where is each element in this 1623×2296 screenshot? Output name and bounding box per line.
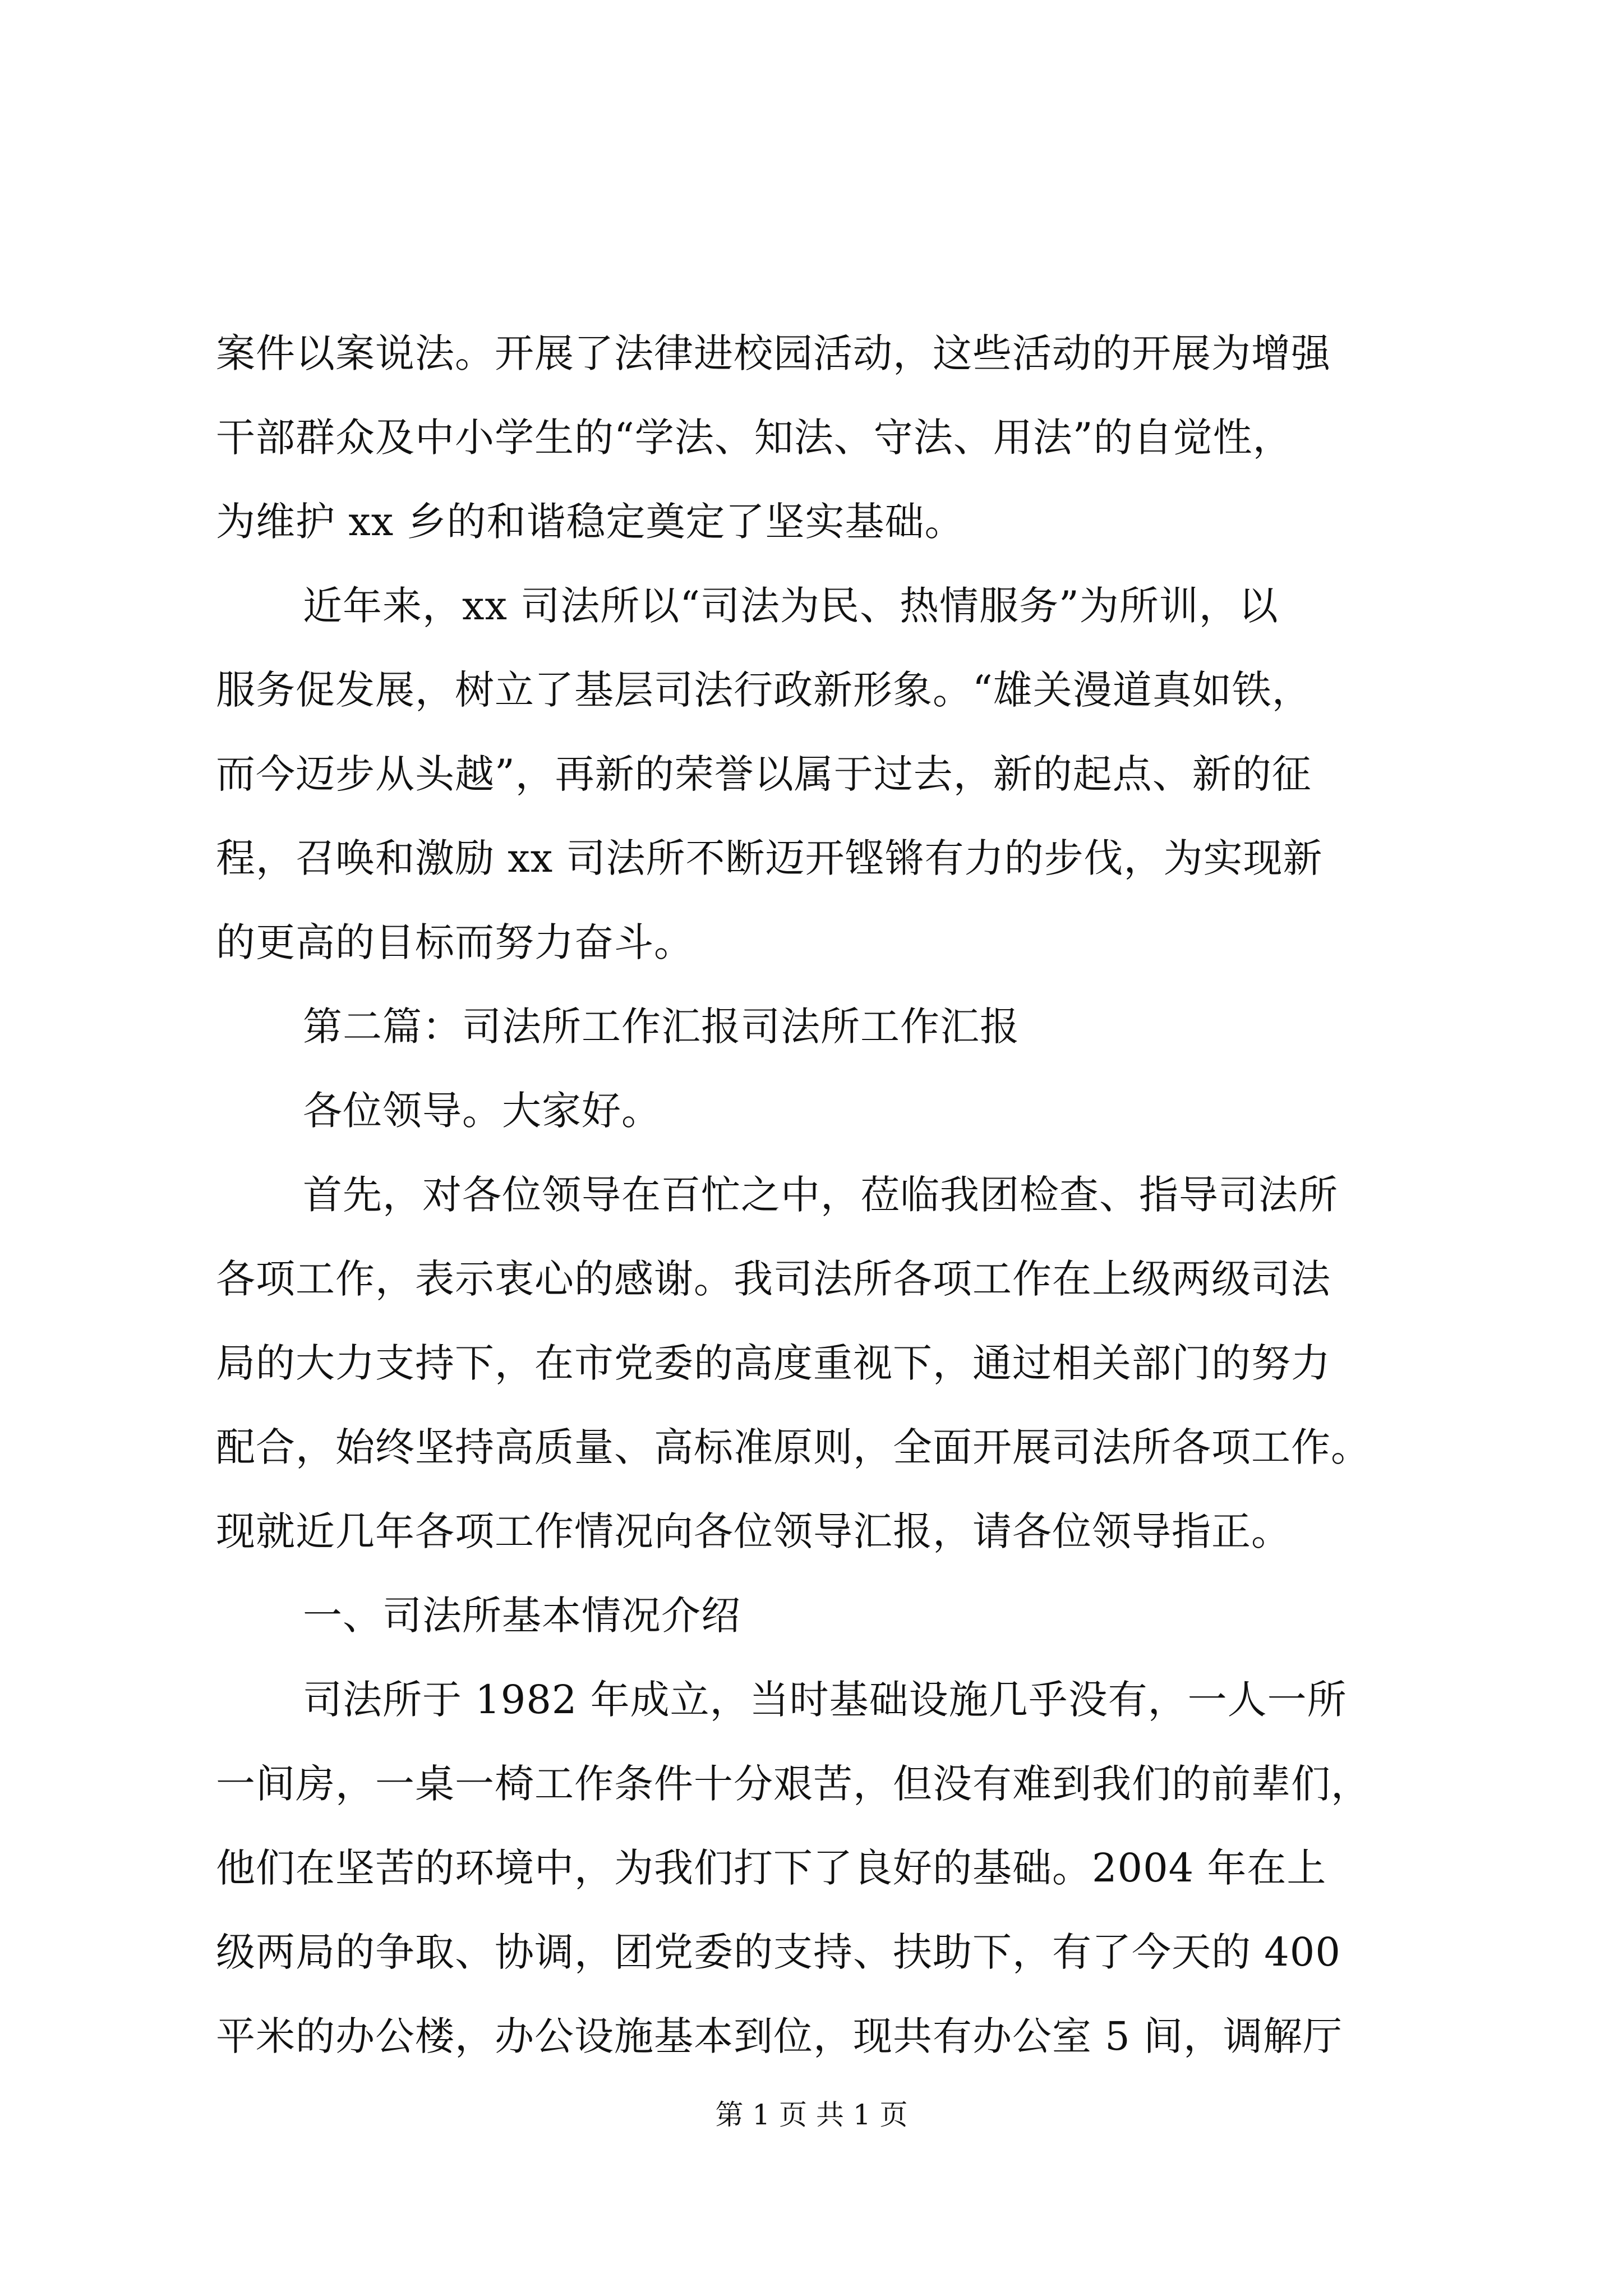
body-text-line: 现就近几年各项工作情况向各位领导汇报，请各位领导指正。: [216, 1508, 1291, 1554]
body-text-line: 服务促发展，树立了基层司法行政新形象。“雄关漫道真如铁，: [216, 667, 1312, 713]
body-text-line: 而今迈步从头越”，再新的荣誉以属于过去，新的起点、新的征: [216, 751, 1312, 797]
paragraph-first-line: 近年来，xx 司法所以“司法为民、热情服务”为所训，以: [303, 583, 1279, 629]
body-text-line: 程，召唤和激励 xx 司法所不断迈开铿锵有力的步伐，为实现新: [216, 835, 1323, 881]
page-footer: 第 1 页 共 1 页: [715, 2099, 908, 2131]
section-heading: 第二篇：司法所工作汇报司法所工作汇报: [303, 1004, 1020, 1050]
body-text-line: 局的大力支持下，在市党委的高度重视下，通过相关部门的努力: [216, 1340, 1331, 1386]
body-text-line: 级两局的争取、协调，团党委的支持、扶助下，有了今天的 400: [216, 1929, 1341, 1975]
body-text-line: 他们在坚苦的环境中，为我们打下了良好的基础。2004 年在上: [216, 1845, 1327, 1891]
body-text-line: 干部群众及中小学生的“学法、知法、守法、用法”的自觉性，: [216, 415, 1293, 461]
paragraph-first-line: 首先，对各位领导在百忙之中，莅临我团检查、指导司法所: [303, 1172, 1338, 1218]
greeting-line: 各位领导。大家好。: [303, 1088, 661, 1134]
body-text-line: 一间房，一桌一椅工作条件十分艰苦，但没有难到我们的前辈们，: [216, 1761, 1371, 1807]
body-text-line: 为维护 xx 乡的和谐稳定奠定了坚实基础。: [216, 499, 965, 545]
body-text-line: 平米的办公楼，办公设施基本到位，现共有办公室 5 间，调解厅: [216, 2013, 1343, 2059]
body-text-line: 案件以案说法。开展了法律进校园活动，这些活动的开展为增强: [216, 330, 1331, 376]
subsection-heading: 一、司法所基本情况介绍: [303, 1593, 741, 1639]
body-text-line: 各项工作，表示衷心的感谢。我司法所各项工作在上级两级司法: [216, 1256, 1331, 1302]
body-text-line: 的更高的目标而努力奋斗。: [216, 919, 694, 965]
body-text-line: 配合，始终坚持高质量、高标准原则，全面开展司法所各项工作。: [216, 1424, 1371, 1470]
paragraph-first-line: 司法所于 1982 年成立，当时基础设施几乎没有，一人一所: [303, 1677, 1347, 1723]
